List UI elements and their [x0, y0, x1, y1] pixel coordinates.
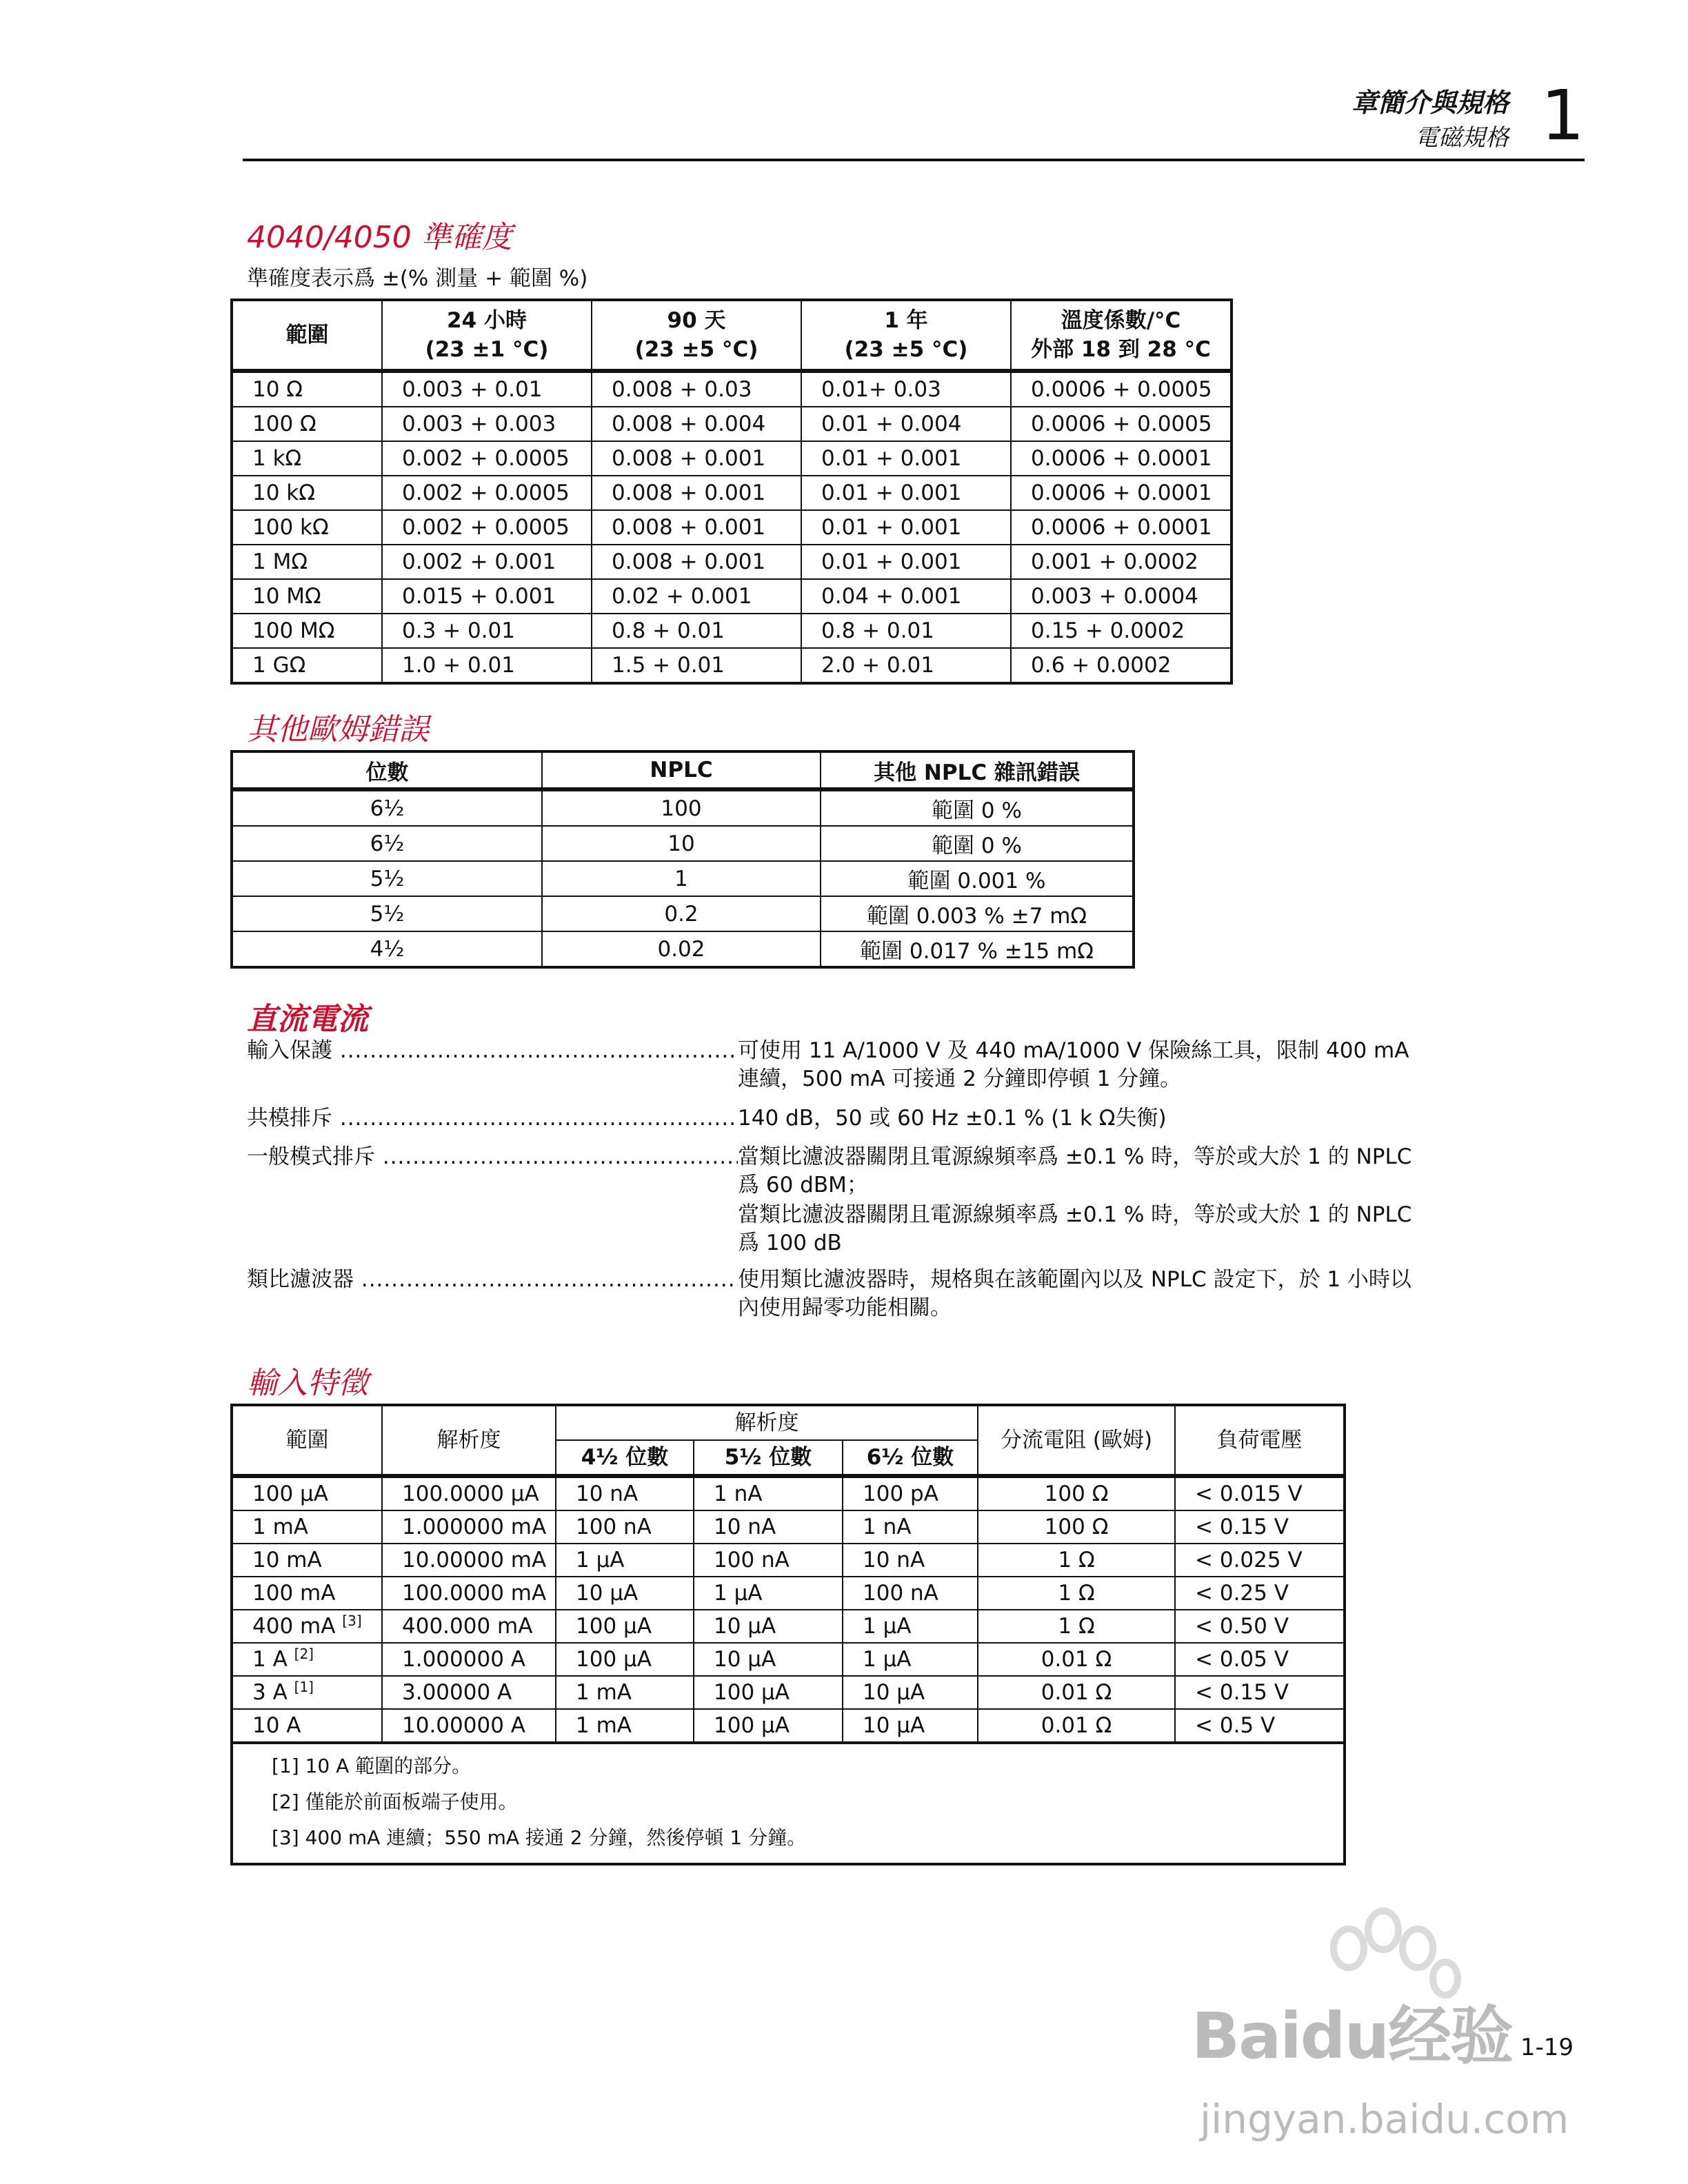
table-cell: 0.008 + 0.004: [592, 407, 801, 441]
table-cell: 0.0006 + 0.0005: [1011, 371, 1232, 407]
table-row: [232, 1510, 1345, 1544]
table-cell: 0.002 + 0.0005: [382, 441, 592, 476]
table-row: [232, 826, 1134, 861]
accuracy-table: [230, 299, 1233, 685]
range-cell: [232, 1476, 382, 1510]
spec-label: 類比濾波器 .....: [247, 1266, 738, 1294]
spec-label: 一般模式排斥 .....: [247, 1143, 738, 1171]
shunt-cell: 0.01 Ω: [978, 1643, 1175, 1676]
accuracy-col-header-line2: 外部 18 到 28 °C: [1031, 337, 1211, 362]
spec-analog-filter: [247, 1266, 1412, 1322]
range-value: 1 mA: [252, 1515, 308, 1539]
spec-input-protection: [247, 1037, 1412, 1093]
range-value: 100 mA: [252, 1581, 336, 1606]
accuracy-col-header: [1011, 300, 1232, 371]
range-value: 10 A: [252, 1713, 301, 1738]
table-cell: 100 nA: [694, 1544, 843, 1577]
table-cell: 範圍 0.017 % ±15 mΩ: [821, 931, 1134, 967]
table-cell: 100 pA: [843, 1476, 978, 1510]
footnotes-cell: [232, 1743, 1345, 1864]
footnote-ref: [2]: [294, 1646, 314, 1662]
spec-value: 使用類比濾波器時，規格與在該範圍內以及 NPLC 設定下，於 1 小時以內使用歸零功能相關。: [738, 1267, 1411, 1320]
table-row: [232, 896, 1134, 931]
accuracy-col-header-line1: 90 天: [667, 308, 726, 333]
accuracy-header-row: [232, 300, 1232, 371]
footnote: [1] 10 A 範圍的部分。: [272, 1755, 472, 1777]
table-cell: 10 µA: [556, 1577, 694, 1610]
col-burden: 負荷電壓: [1175, 1405, 1345, 1476]
chapter-title: 章簡介與規格: [1351, 88, 1509, 118]
table-cell: 100 nA: [843, 1577, 978, 1610]
table-cell: 1 nA: [843, 1510, 978, 1544]
table-cell: 100 Ω: [232, 407, 382, 441]
burden-cell: < 0.15 V: [1175, 1510, 1345, 1544]
burden-cell: < 0.025 V: [1175, 1544, 1345, 1577]
table-cell: 1 µA: [843, 1610, 978, 1643]
accuracy-col-header: [592, 300, 801, 371]
table-cell: 100 µA: [694, 1676, 843, 1709]
table-cell: 0.003 + 0.01: [382, 371, 592, 407]
ohms-errors-table: [230, 750, 1135, 969]
table-cell: 1 µA: [694, 1577, 843, 1610]
table-cell: 1 mA: [556, 1709, 694, 1743]
table-cell: 100 µA: [556, 1643, 694, 1676]
table-cell: 0.003 + 0.003: [382, 407, 592, 441]
ohms-errors-body: [232, 789, 1134, 967]
table-cell: 0.8 + 0.01: [592, 614, 801, 648]
accuracy-col-header-line1: 24 小時: [447, 308, 527, 333]
footnote: [2] 僅能於前面板端子使用。: [272, 1790, 518, 1813]
shunt-cell: 1 Ω: [978, 1610, 1175, 1643]
table-cell: 0.02 + 0.001: [592, 579, 801, 614]
table-cell: 10 kΩ: [232, 476, 382, 510]
table-row: [232, 407, 1232, 441]
spec-common-mode-rejection: [247, 1104, 1412, 1133]
table-cell: 0.8 + 0.01: [801, 614, 1011, 648]
col-4half-digits: 4½ 位數: [556, 1440, 694, 1476]
table-cell: 1 MΩ: [232, 545, 382, 579]
spec-value: 140 dB，50 或 60 Hz ±0.1 % (1 k Ω失衡): [738, 1106, 1167, 1131]
table-cell: 10 MΩ: [232, 579, 382, 614]
table-row: [232, 441, 1232, 476]
table-cell: 100.0000 µA: [382, 1476, 556, 1510]
accuracy-col-header-line1: 範圍: [285, 323, 329, 347]
table-cell: 3.00000 A: [382, 1676, 556, 1709]
table-cell: 1.000000 A: [382, 1643, 556, 1676]
table-cell: 0.001 + 0.0002: [1011, 545, 1232, 579]
burden-cell: < 0.25 V: [1175, 1577, 1345, 1610]
table-cell: 0.01 + 0.001: [801, 510, 1011, 545]
table-cell: 1.0 + 0.01: [382, 648, 592, 683]
table-cell: 1 GΩ: [232, 648, 382, 683]
table-row: [232, 931, 1134, 967]
chapter-number: 1: [1540, 75, 1585, 156]
table-cell: 100.0000 mA: [382, 1577, 556, 1610]
footnote-ref: [1]: [294, 1679, 314, 1695]
table-cell: 1 µA: [556, 1544, 694, 1577]
table-cell: 0.01 + 0.001: [801, 476, 1011, 510]
burden-cell: < 0.5 V: [1175, 1709, 1345, 1743]
table-cell: 100 µA: [556, 1610, 694, 1643]
input-characteristics-table: [230, 1404, 1346, 1866]
header-rule: [243, 159, 1585, 161]
range-cell: [232, 1709, 382, 1743]
table-cell: 0.002 + 0.0005: [382, 476, 592, 510]
table-cell: 10.00000 A: [382, 1709, 556, 1743]
table-cell: 100 nA: [556, 1510, 694, 1544]
ohms-errors-heading: 其他歐姆錯誤: [247, 712, 429, 747]
spec-label: 共模排斥 .....: [247, 1104, 738, 1133]
table-row: [232, 545, 1232, 579]
accuracy-col-header-line2: (23 ±5 °C): [634, 337, 758, 362]
table-row: [232, 1544, 1345, 1577]
table-cell: 0.01 + 0.001: [801, 545, 1011, 579]
shunt-cell: 100 Ω: [978, 1510, 1175, 1544]
range-value: 10 mA: [252, 1548, 322, 1573]
page-number: 1-19: [1520, 2034, 1574, 2061]
spec-value: [738, 1143, 1427, 1257]
accuracy-note: 準確度表示爲 ±(% 測量 + 範圍 %): [247, 266, 588, 291]
footnotes-row: [232, 1743, 1345, 1864]
footnote-ref: [3]: [342, 1612, 362, 1629]
accuracy-col-header: [382, 300, 592, 371]
table-cell: 1.000000 mA: [382, 1510, 556, 1544]
burden-cell: < 0.015 V: [1175, 1476, 1345, 1510]
table-cell: 2.0 + 0.01: [801, 648, 1011, 683]
watermark-url: jingyan.baidu.com: [1200, 2096, 1569, 2143]
table-row: [232, 579, 1232, 614]
table-cell: 範圍 0 %: [821, 826, 1134, 861]
table-cell: 0.01 + 0.004: [801, 407, 1011, 441]
table-row: [232, 1643, 1345, 1676]
table-cell: 0.2: [542, 896, 821, 931]
burden-cell: < 0.15 V: [1175, 1676, 1345, 1709]
accuracy-col-header: [232, 300, 382, 371]
table-cell: 1 kΩ: [232, 441, 382, 476]
table-cell: 6½: [232, 826, 542, 861]
range-cell: [232, 1510, 382, 1544]
col-6half-digits: 6½ 位數: [843, 1440, 978, 1476]
table-row: [232, 510, 1232, 545]
table-cell: 0.008 + 0.001: [592, 441, 801, 476]
table-cell: 0.008 + 0.001: [592, 476, 801, 510]
table-row: [232, 614, 1232, 648]
input-characteristics-heading: 輸入特徵: [247, 1366, 368, 1401]
spec-value-line1: 當類比濾波器關閉且電源線頻率爲 ±0.1 % 時，等於或大於 1 的 NPLC 爲 60 dBM；: [738, 1144, 1412, 1197]
table-cell: 範圍 0.003 % ±7 mΩ: [821, 896, 1134, 931]
table-cell: 0.008 + 0.001: [592, 545, 801, 579]
table-row: [232, 789, 1134, 826]
table-cell: 10.00000 mA: [382, 1544, 556, 1577]
col-range: 範圍: [232, 1405, 382, 1476]
table-cell: 1 mA: [556, 1676, 694, 1709]
section-subtitle: 電磁規格: [1415, 124, 1509, 152]
table-cell: 0.008 + 0.03: [592, 371, 801, 407]
table-cell: 0.3 + 0.01: [382, 614, 592, 648]
table-cell: 0.01 + 0.001: [801, 441, 1011, 476]
dc-current-heading: 直流電流: [247, 1002, 368, 1037]
input-header-row-1: [232, 1405, 1345, 1440]
accuracy-heading: 4040/4050 準確度: [247, 220, 512, 255]
range-value: 100 µA: [252, 1482, 328, 1506]
table-cell: 100 µA: [694, 1709, 843, 1743]
spec-value: 可使用 11 A/1000 V 及 440 mA/1000 V 保險絲工具，限制 400 mA 連續，500 mA 可接通 2 分鐘即停頓 1 分鐘。: [738, 1038, 1409, 1091]
table-cell: 10 µA: [843, 1676, 978, 1709]
table-cell: 4½: [232, 931, 542, 967]
shunt-cell: 0.01 Ω: [978, 1709, 1175, 1743]
shunt-cell: 1 Ω: [978, 1544, 1175, 1577]
table-cell: 10 µA: [843, 1709, 978, 1743]
accuracy-col-header-line1: 溫度係數/°C: [1061, 308, 1181, 333]
table-cell: 10 nA: [556, 1476, 694, 1510]
range-cell: [232, 1610, 382, 1643]
spec-label: 輸入保護 .....: [247, 1037, 738, 1065]
table-cell: 100 kΩ: [232, 510, 382, 545]
accuracy-col-header-line2: (23 ±5 °C): [844, 337, 968, 362]
accuracy-col-header-line1: 1 年: [884, 308, 928, 333]
table-cell: 1 µA: [843, 1643, 978, 1676]
table-cell: 0.04 + 0.001: [801, 579, 1011, 614]
footnote: [3] 400 mA 連續；550 mA 接通 2 分鐘，然後停頓 1 分鐘。: [272, 1826, 807, 1849]
table-cell: 10 Ω: [232, 371, 382, 407]
table-cell: 範圍 0.001 %: [821, 861, 1134, 896]
table-cell: 100 MΩ: [232, 614, 382, 648]
table-cell: 1 nA: [694, 1476, 843, 1510]
table-cell: 400.000 mA: [382, 1610, 556, 1643]
shunt-cell: 100 Ω: [978, 1476, 1175, 1510]
input-characteristics-body: [232, 1476, 1345, 1864]
shunt-cell: 0.01 Ω: [978, 1676, 1175, 1709]
table-cell: 10 µA: [694, 1610, 843, 1643]
table-cell: 0.0006 + 0.0001: [1011, 476, 1232, 510]
col-resolution: 解析度: [382, 1405, 556, 1476]
table-cell: 5½: [232, 861, 542, 896]
ohms-errors-col-header: 其他 NPLC 雜訊錯誤: [821, 751, 1134, 789]
spec-value-line2: 當類比濾波器關閉且電源線頻率爲 ±0.1 % 時，等於或大於 1 的 NPLC 爲 100 dB: [738, 1202, 1412, 1255]
range-value: 400 mA: [252, 1614, 336, 1639]
table-row: [232, 476, 1232, 510]
table-cell: 0.015 + 0.001: [382, 579, 592, 614]
table-cell: 0.0006 + 0.0001: [1011, 510, 1232, 545]
range-value: 1 A: [252, 1647, 288, 1672]
watermark-text: Baidu经验: [1192, 1999, 1513, 2073]
col-5half-digits: 5½ 位數: [694, 1440, 843, 1476]
table-cell: 10 nA: [843, 1544, 978, 1577]
ohms-errors-header-row: [232, 751, 1134, 789]
table-cell: 100: [542, 789, 821, 826]
accuracy-col-header: [801, 300, 1011, 371]
table-row: [232, 371, 1232, 407]
table-cell: 10 µA: [694, 1643, 843, 1676]
table-cell: 5½: [232, 896, 542, 931]
ohms-errors-col-header: 位數: [232, 751, 542, 789]
table-cell: 0.002 + 0.001: [382, 545, 592, 579]
range-cell: [232, 1544, 382, 1577]
accuracy-body: [232, 371, 1232, 683]
table-row: [232, 1676, 1345, 1709]
table-row: [232, 1709, 1345, 1743]
range-cell: [232, 1577, 382, 1610]
table-row: [232, 1476, 1345, 1510]
burden-cell: < 0.05 V: [1175, 1643, 1345, 1676]
spec-normal-mode-rejection: [247, 1143, 1412, 1260]
table-cell: 範圍 0 %: [821, 789, 1134, 826]
range-cell: [232, 1643, 382, 1676]
range-value: 3 A: [252, 1680, 288, 1705]
table-row: [232, 1577, 1345, 1610]
table-cell: 6½: [232, 789, 542, 826]
table-cell: 0.01+ 0.03: [801, 371, 1011, 407]
table-cell: 0.002 + 0.0005: [382, 510, 592, 545]
table-cell: 0.008 + 0.001: [592, 510, 801, 545]
table-cell: 0.6 + 0.0002: [1011, 648, 1232, 683]
table-row: [232, 861, 1134, 896]
table-row: [232, 648, 1232, 683]
table-cell: 0.0006 + 0.0005: [1011, 407, 1232, 441]
table-cell: 0.15 + 0.0002: [1011, 614, 1232, 648]
table-cell: 1: [542, 861, 821, 896]
range-cell: [232, 1676, 382, 1709]
accuracy-col-header-line2: (23 ±1 °C): [425, 337, 549, 362]
table-cell: 1.5 + 0.01: [592, 648, 801, 683]
col-shunt: 分流電阻 (歐姆): [978, 1405, 1175, 1476]
table-cell: 0.003 + 0.0004: [1011, 579, 1232, 614]
ohms-errors-col-header: NPLC: [542, 751, 821, 789]
table-cell: 0.0006 + 0.0001: [1011, 441, 1232, 476]
table-cell: 10: [542, 826, 821, 861]
table-row: [232, 1610, 1345, 1643]
table-cell: 10 nA: [694, 1510, 843, 1544]
burden-cell: < 0.50 V: [1175, 1610, 1345, 1643]
col-resolution-group: 解析度: [556, 1405, 978, 1440]
table-cell: 0.02: [542, 931, 821, 967]
shunt-cell: 1 Ω: [978, 1577, 1175, 1610]
